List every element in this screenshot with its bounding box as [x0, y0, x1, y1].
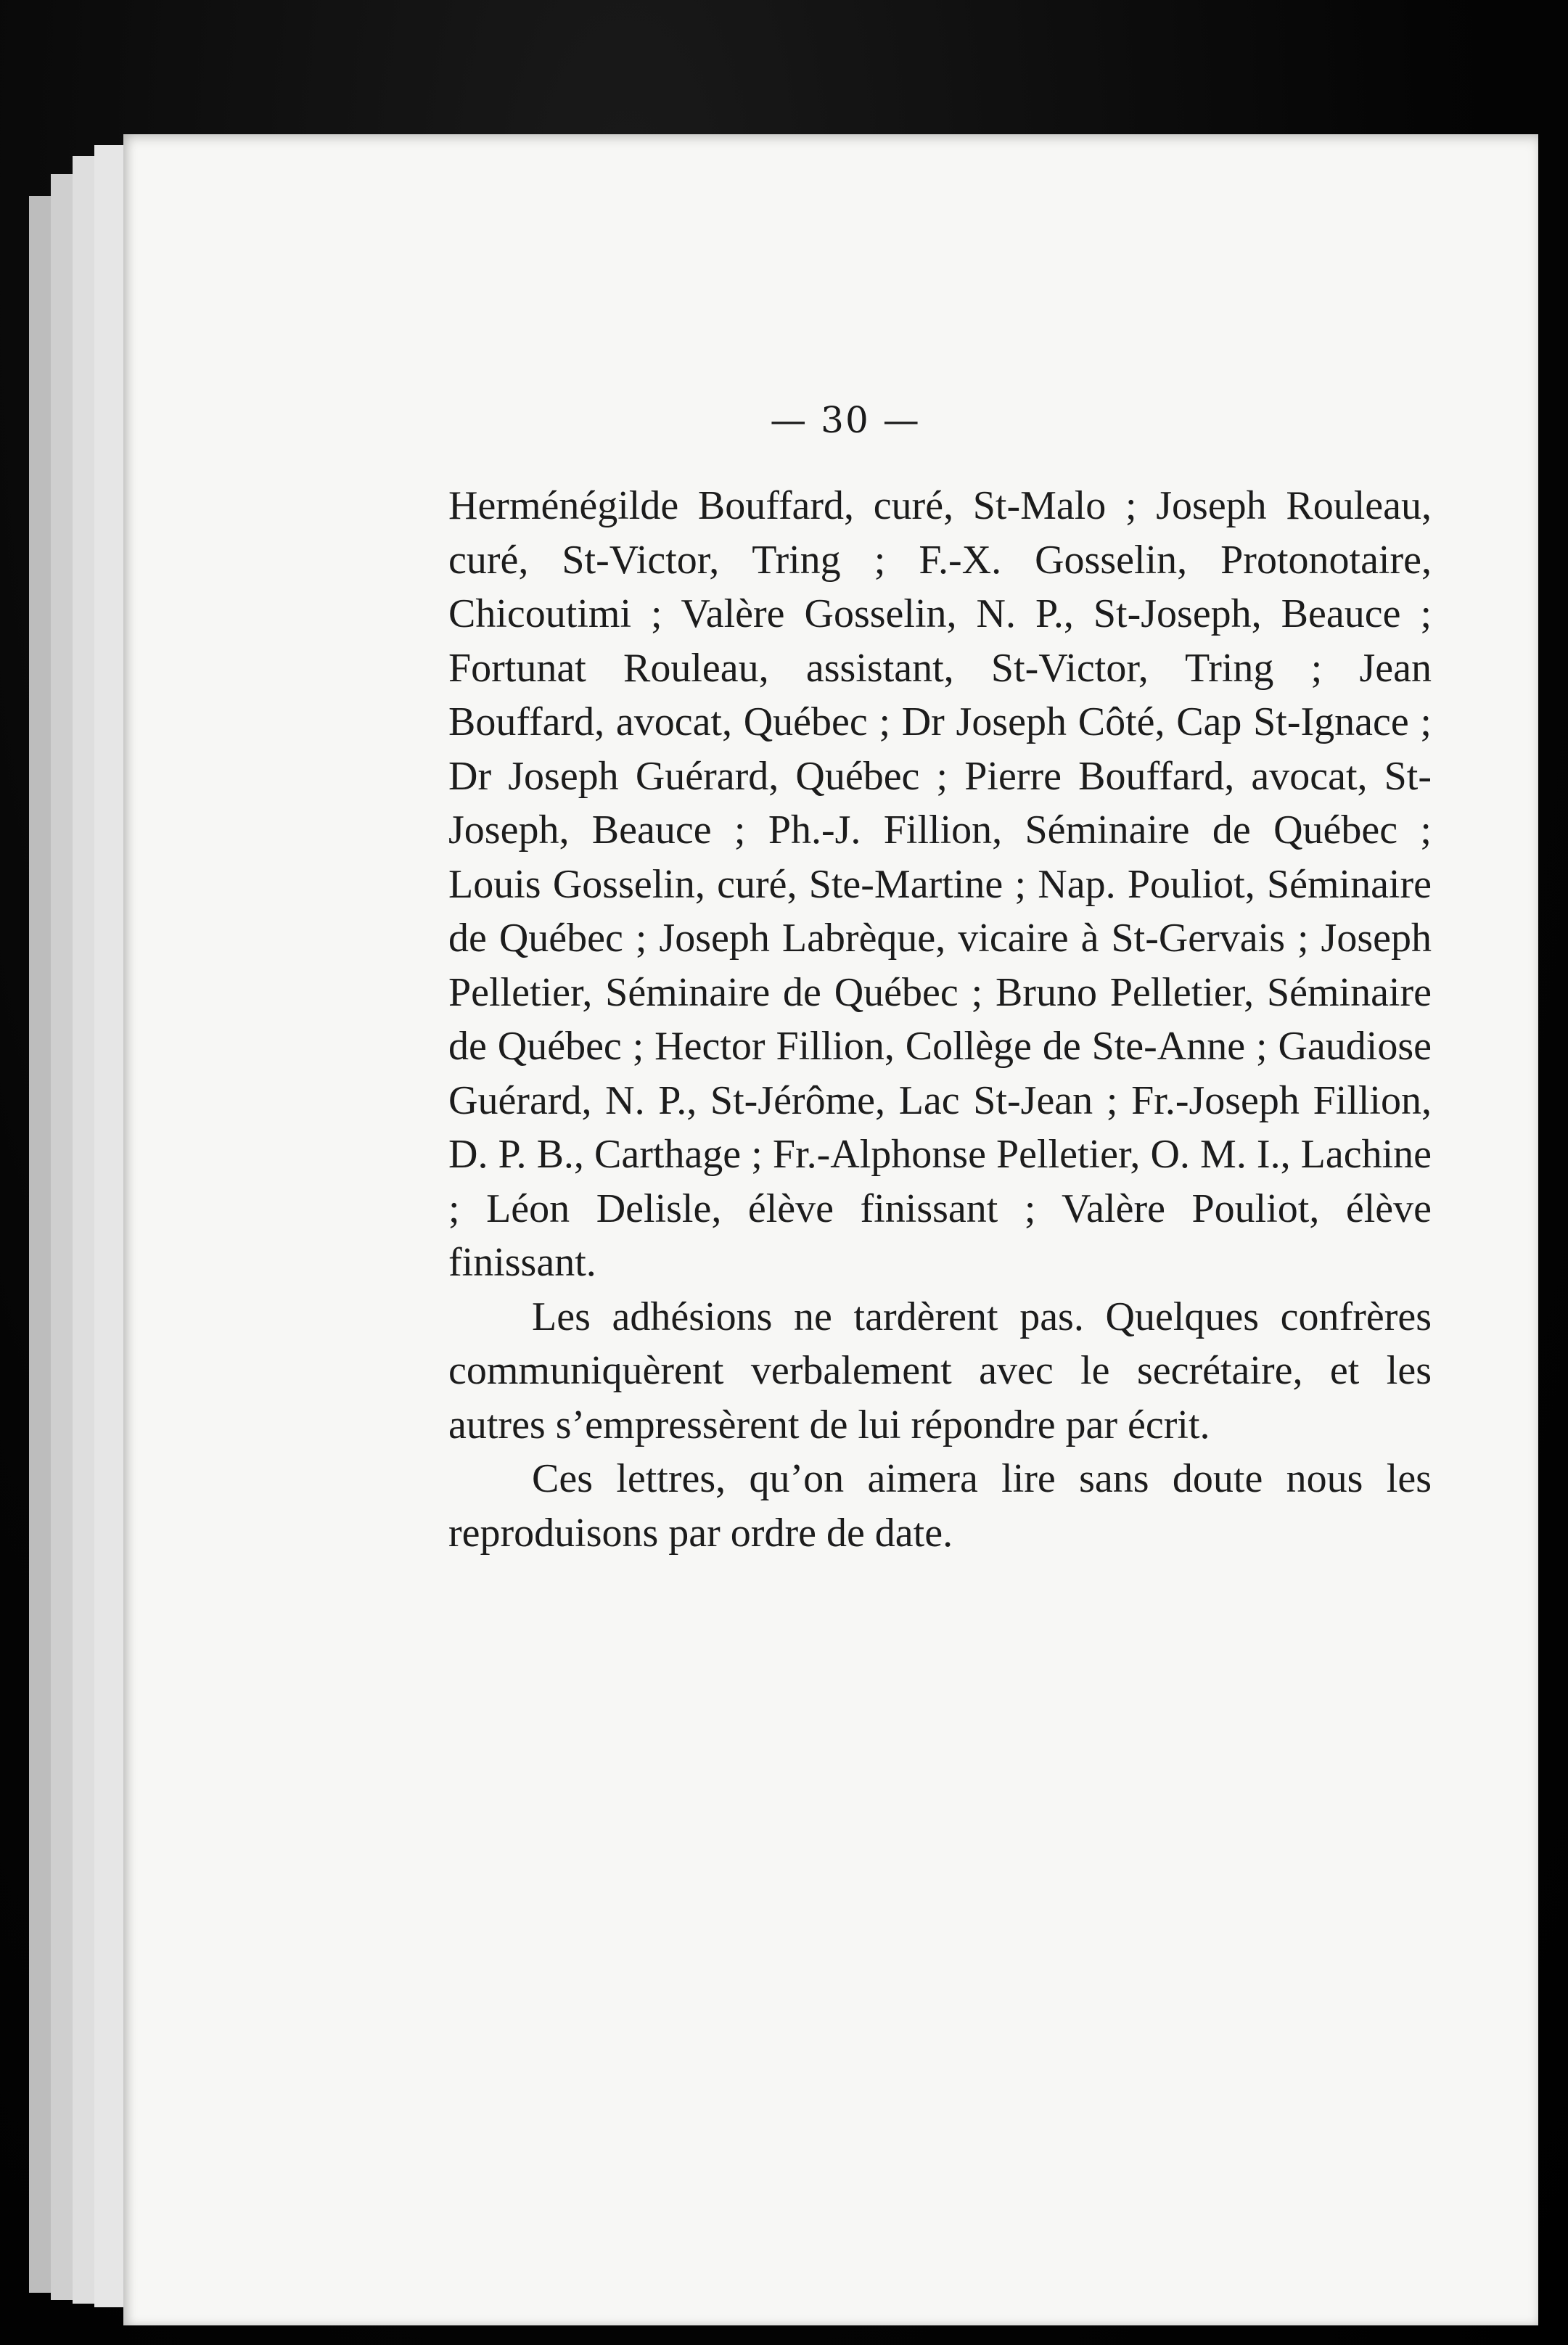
body-text — [448, 479, 1432, 1560]
paragraph-letters: Ces lettres, qu’on aimera lire sans doute nous les reproduisons par ordre de date. — [448, 1456, 1432, 1556]
paragraph-member-list: Herménégilde Bouffard, curé, St-Malo ; Joseph Rouleau, curé, St-Victor, Tring ; F.-X. Gosselin, Protonotaire, Chicoutimi ; Valère Gosselin, N. P., St-Joseph, Beauce ; Fortunat Rouleau, assistant, St-Victor, Tring ; Jean Bouffard, avocat, Québec ; Dr Joseph Côté, Cap St-Ignace ; Dr Joseph Guérard, Québec ; Pierre Bouffard, avocat, St-Joseph, Beauce ; Ph.-J. Fillion, Séminaire de Québec ; Louis Gosselin, curé, Ste-Martine ; Nap. Pouliot, Séminaire de Québec ; Joseph Labrèque, vicaire à St-Gervais ; Joseph Pelletier, Séminaire de Québec ; Bruno Pelletier, Séminaire de Québec ; Hector Fillion, Collège de Ste-Anne ; Gaudiose Guérard, N. P., St-Jérôme, Lac St-Jean ; Fr.-Joseph Fillion, D. P. B., Carthage ; Fr.-Alphonse Pelletier, O. M. I., Lachine ; Léon Delisle, élève finissant ; Valère Pouliot, élève finissant. — [448, 483, 1432, 1285]
page-number: — 30 — — [770, 399, 921, 441]
book-page — [123, 134, 1538, 2325]
paragraph-adhesions: Les adhésions ne tardèrent pas. Quelques confrères communiquèrent verbalement avec le secrétaire, et les autres s’empressèrent de lui répondre par écrit. — [448, 1294, 1432, 1447]
